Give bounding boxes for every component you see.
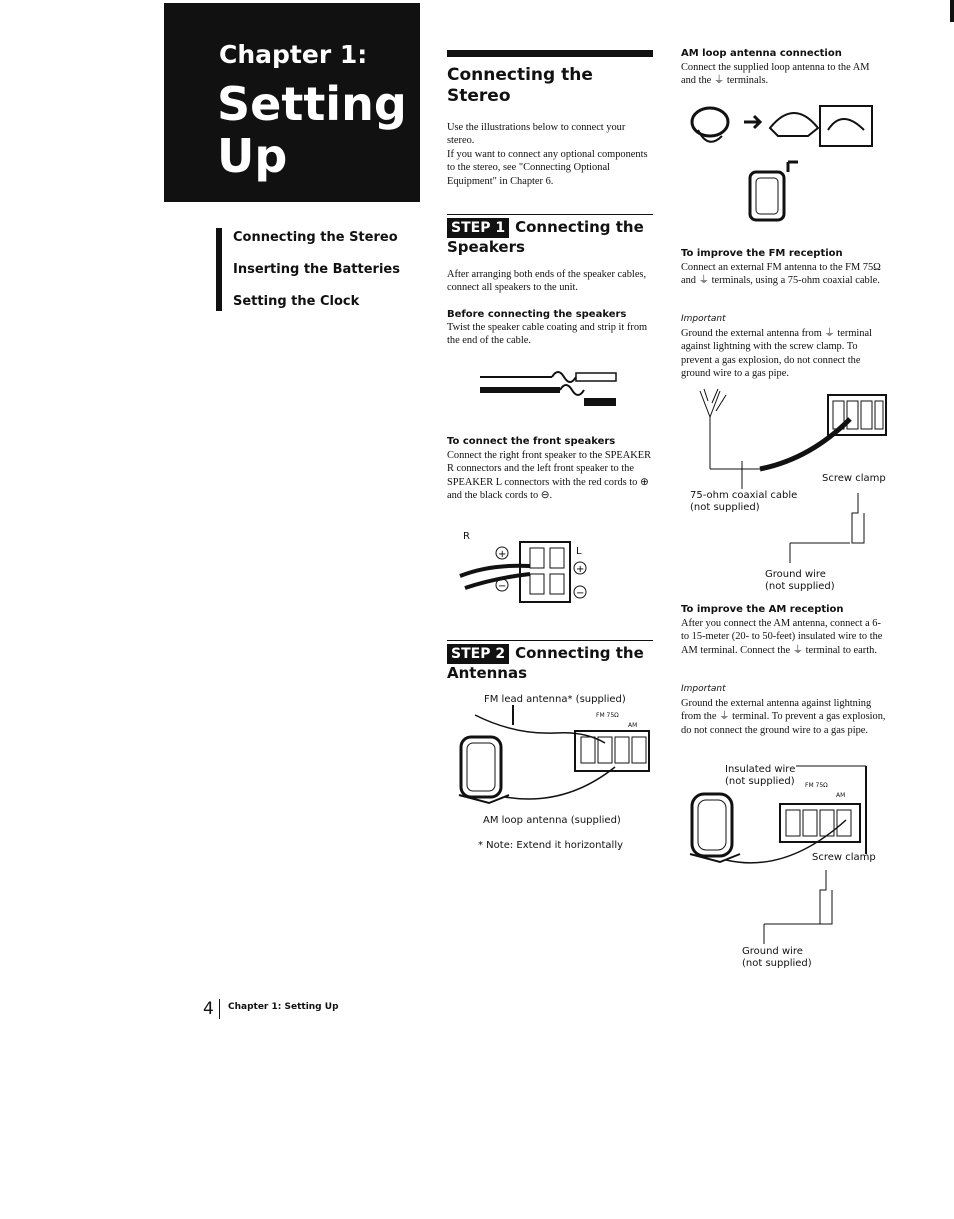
important-1-text: Ground the external antenna from ⏚ terminal against lightning with the screw clamp. To prevent a gas explosion, do not connect the ground wire to a gas pipe. <box>681 328 873 380</box>
toc-bar <box>216 228 222 311</box>
fm-antenna-caption: FM lead antenna* (supplied) <box>484 694 626 705</box>
fm-terminal-label: FM 75Ω <box>596 712 619 719</box>
svg-text:+: + <box>576 564 585 575</box>
am-loop-title: AM loop antenna connection <box>681 48 842 59</box>
am-loop-assembly-illustration <box>688 100 878 225</box>
ground-wire-label: Ground wire (not supplied) <box>765 569 835 592</box>
speaker-terminal-illustration <box>460 540 595 610</box>
step1-heading <box>447 218 657 256</box>
footer-chapter-text: Chapter 1: Setting Up <box>228 1002 339 1012</box>
r-label: R <box>463 531 470 542</box>
toc-item-batteries[interactable]: Inserting the Batteries <box>233 262 400 277</box>
step2-badge: STEP 2 <box>447 644 509 664</box>
important-1-label: Important <box>681 314 726 324</box>
am-terminal-label-2: AM <box>836 792 846 799</box>
chapter-title: Setting Up <box>217 77 407 183</box>
step1-badge: STEP 1 <box>447 218 509 238</box>
chapter-label: Chapter 1: <box>219 40 368 69</box>
step2-title: Connecting the Antennas <box>447 644 644 682</box>
svg-text:−: − <box>498 581 507 592</box>
speaker-cable-illustration <box>480 365 625 415</box>
screw-clamp-label-2: Screw clamp <box>812 852 876 863</box>
page-edge-mark <box>950 0 954 22</box>
intro-text: Use the illustrations below to connect your stereo. If you want to connect any optional components to the stereo, see "Connecting Optional Equipment" in Chapter 6. <box>447 122 648 187</box>
toc-item-connecting[interactable]: Connecting the Stereo <box>233 230 398 245</box>
am-terminal-label: AM <box>628 722 638 729</box>
am-improve-title: To improve the AM reception <box>681 604 844 615</box>
section-rule <box>447 50 653 57</box>
svg-text:−: − <box>576 588 585 599</box>
antenna-connection-illustration <box>455 705 655 815</box>
l-label: L <box>576 546 582 557</box>
before-text: Twist the speaker cable coating and strip it from the end of the cable. <box>447 322 648 347</box>
am-loop-text: Connect the supplied loop antenna to the AM and the ⏚ terminals. <box>681 62 870 87</box>
am-antenna-caption: AM loop antenna (supplied) <box>483 815 621 826</box>
fm-improve-title: To improve the FM reception <box>681 248 843 259</box>
fm-improve-text: Connect an external FM antenna to the FM 75Ω and ⏚ terminals, using a 75-ohm coaxial cable. <box>681 262 881 287</box>
step2-heading <box>447 644 657 682</box>
fm-terminal-label-2: FM 75Ω <box>805 782 828 789</box>
insulated-wire-label: Insulated wire (not supplied) <box>725 764 796 787</box>
front-title: To connect the front speakers <box>447 436 616 447</box>
step1-title: Connecting the Speakers <box>447 218 644 256</box>
important-2-label: Important <box>681 684 726 694</box>
important-2-text: Ground the external antenna against lightning from the ⏚ terminal. To prevent a gas explosion, do not connect the ground wire to a gas pipe. <box>681 698 886 736</box>
front-text: Connect the right front speaker to the SPEAKER R connectors and the left front speaker to the SPEAKER L connectors with the red cords to ⊕ and the black cords to ⊖. <box>447 450 652 502</box>
am-improve-text: After you connect the AM antenna, connect a 6- to 15-meter (20- to 50-feet) insulated wire to the AM terminal. Connect the ⏚ terminal to earth. <box>681 618 883 656</box>
screw-clamp-label: Screw clamp <box>822 473 886 484</box>
toc-item-clock[interactable]: Setting the Clock <box>233 294 360 309</box>
page-number: 4 <box>203 999 214 1019</box>
page-title: Connecting the Stereo <box>447 65 593 106</box>
step1-text: After arranging both ends of the speaker cables, connect all speakers to the unit. <box>447 269 647 294</box>
coax-cable-label: 75-ohm coaxial cable (not supplied) <box>690 490 798 513</box>
antenna-note: * Note: Extend it horizontally <box>478 840 624 851</box>
step1-rule <box>447 214 653 215</box>
ground-wire-label-2: Ground wire (not supplied) <box>742 946 812 969</box>
svg-text:+: + <box>498 549 507 560</box>
step2-rule <box>447 640 653 641</box>
before-title: Before connecting the speakers <box>447 309 627 320</box>
footer-divider <box>219 999 220 1019</box>
